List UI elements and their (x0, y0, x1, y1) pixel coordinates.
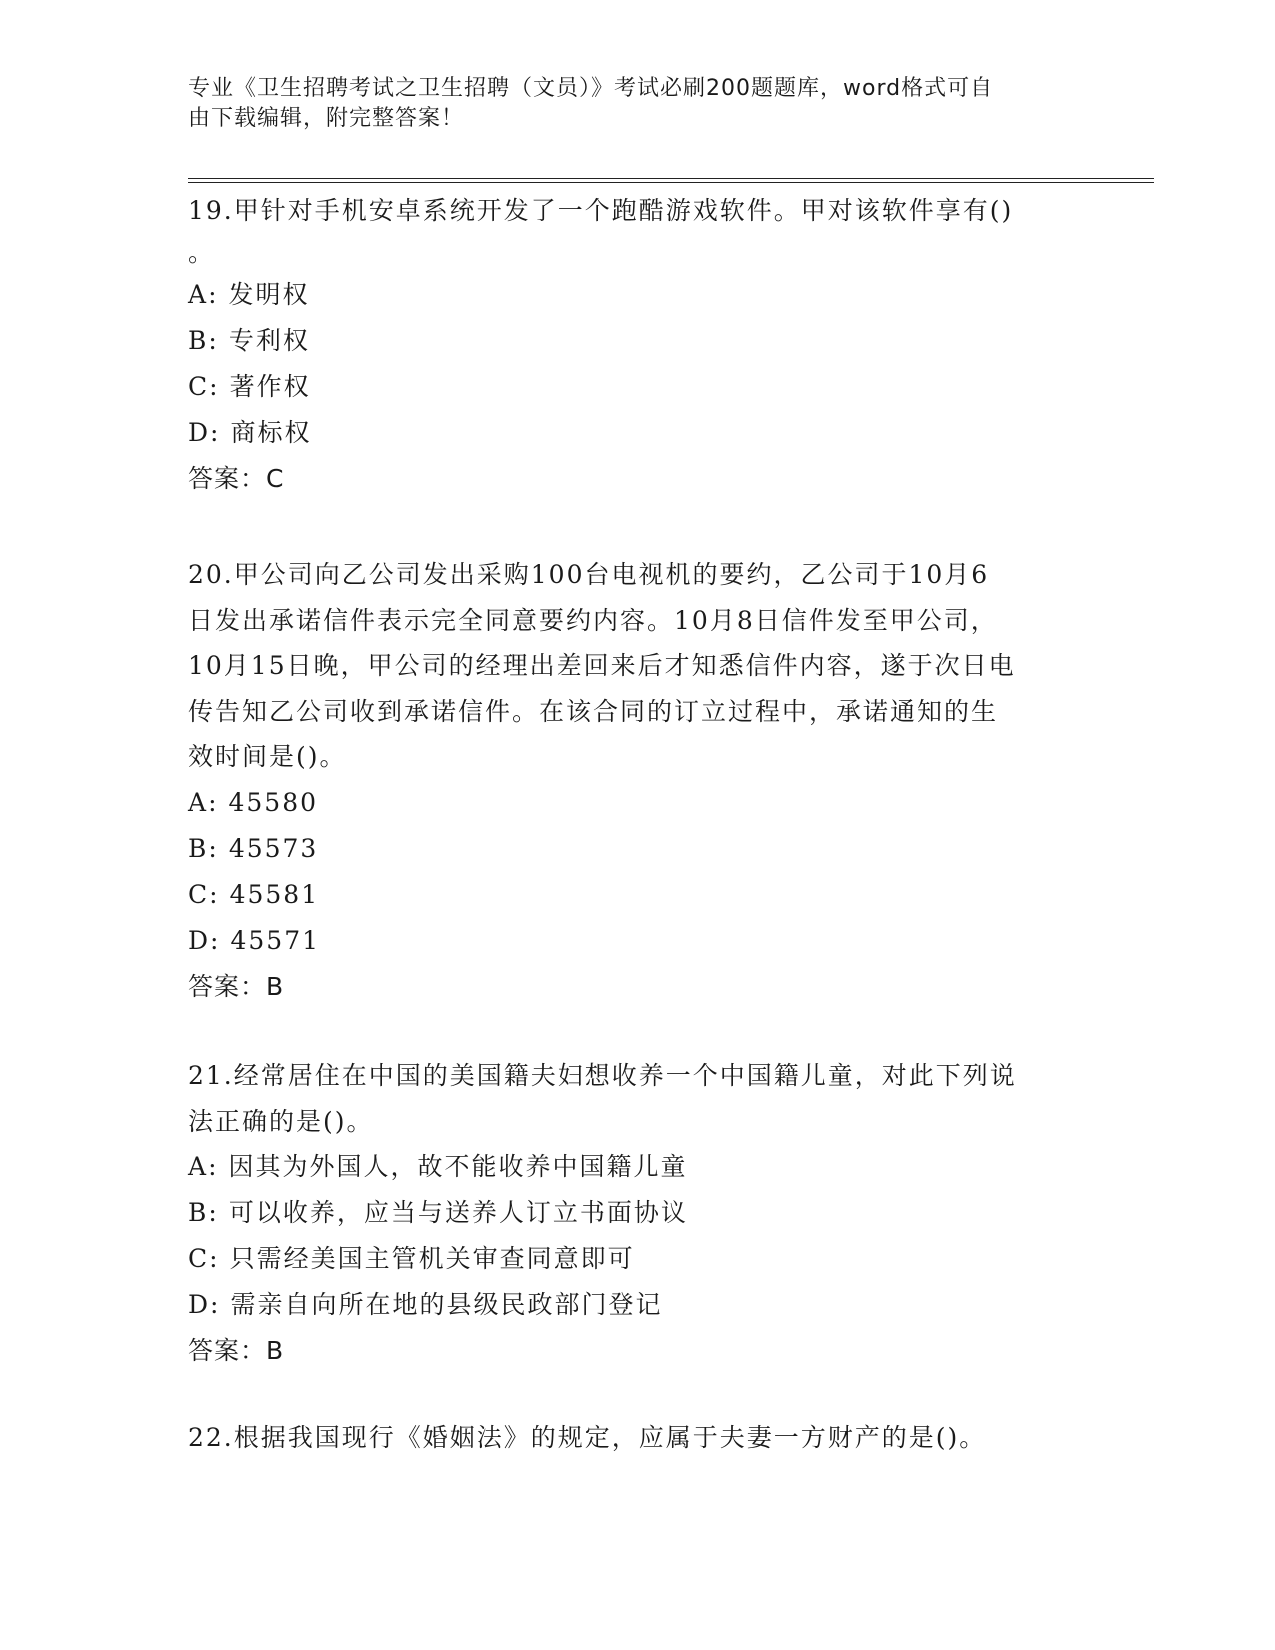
question-stem-line: 10月15日晚，甲公司的经理出差回来后才知悉信件内容，遂于次日电 (188, 651, 1016, 680)
answer-label: 答案：C (188, 463, 285, 493)
option-a: A: 45580 (188, 787, 319, 817)
option-d: D: 需亲自向所在地的县级民政部门登记 (188, 1290, 663, 1319)
option-b: B: 专利权 (188, 325, 310, 355)
question-stem-line: 日发出承诺信件表示完全同意要约内容。10月8日信件发至甲公司， (188, 605, 998, 635)
question-21 (188, 1053, 1088, 1374)
option-d: D: 45571 (188, 925, 321, 955)
question-stem-line: 22.根据我国现行《婚姻法》的规定，应属于夫妻一方财产的是()。 (188, 1423, 987, 1452)
option-d: D: 商标权 (188, 417, 312, 447)
option-c: C: 只需经美国主管机关审查同意即可 (188, 1244, 635, 1273)
question-20 (188, 552, 1088, 1010)
question-stem-line: 20.甲公司向乙公司发出采购100台电视机的要约，乙公司于10月6 (188, 560, 990, 589)
question-22 (188, 1415, 1088, 1461)
header-line-1: 专业《卫生招聘考试之卫生招聘（文员）》考试必刷200题题库，word格式可自 (188, 76, 994, 101)
question-stem (188, 1415, 1088, 1461)
question-stem-line: 19.甲针对手机安卓系统开发了一个跑酷游戏软件。甲对该软件享有() (188, 196, 1014, 225)
header-line-2: 由下载编辑，附完整答案！ (188, 106, 465, 131)
answer-label: 答案：B (188, 1336, 285, 1365)
question-stem (188, 1053, 1088, 1144)
question-stem (188, 188, 1088, 272)
question-stem-line: 。 (188, 237, 216, 267)
option-a: A: 发明权 (188, 279, 310, 309)
question-stem (188, 552, 1088, 780)
question-19 (188, 188, 1088, 502)
option-b: B: 可以收养，应当与送养人订立书面协议 (188, 1198, 688, 1227)
header-divider-bottom (188, 182, 1154, 183)
option-c: C: 著作权 (188, 371, 311, 401)
document-header (188, 74, 1088, 134)
header-divider-top (188, 178, 1154, 179)
option-b: B: 45573 (188, 833, 319, 863)
question-stem-line: 21.经常居住在中国的美国籍夫妇想收养一个中国籍儿童，对此下列说 (188, 1061, 1017, 1090)
option-a: A: 因其为外国人，故不能收养中国籍儿童 (188, 1152, 688, 1181)
answer-label: 答案：B (188, 971, 285, 1001)
question-stem-line: 法正确的是()。 (188, 1106, 374, 1136)
question-stem-line: 效时间是()。 (188, 742, 347, 771)
question-stem-line: 传告知乙公司收到承诺信件。在该合同的订立过程中，承诺通知的生 (188, 696, 999, 726)
option-c: C: 45581 (188, 879, 320, 909)
